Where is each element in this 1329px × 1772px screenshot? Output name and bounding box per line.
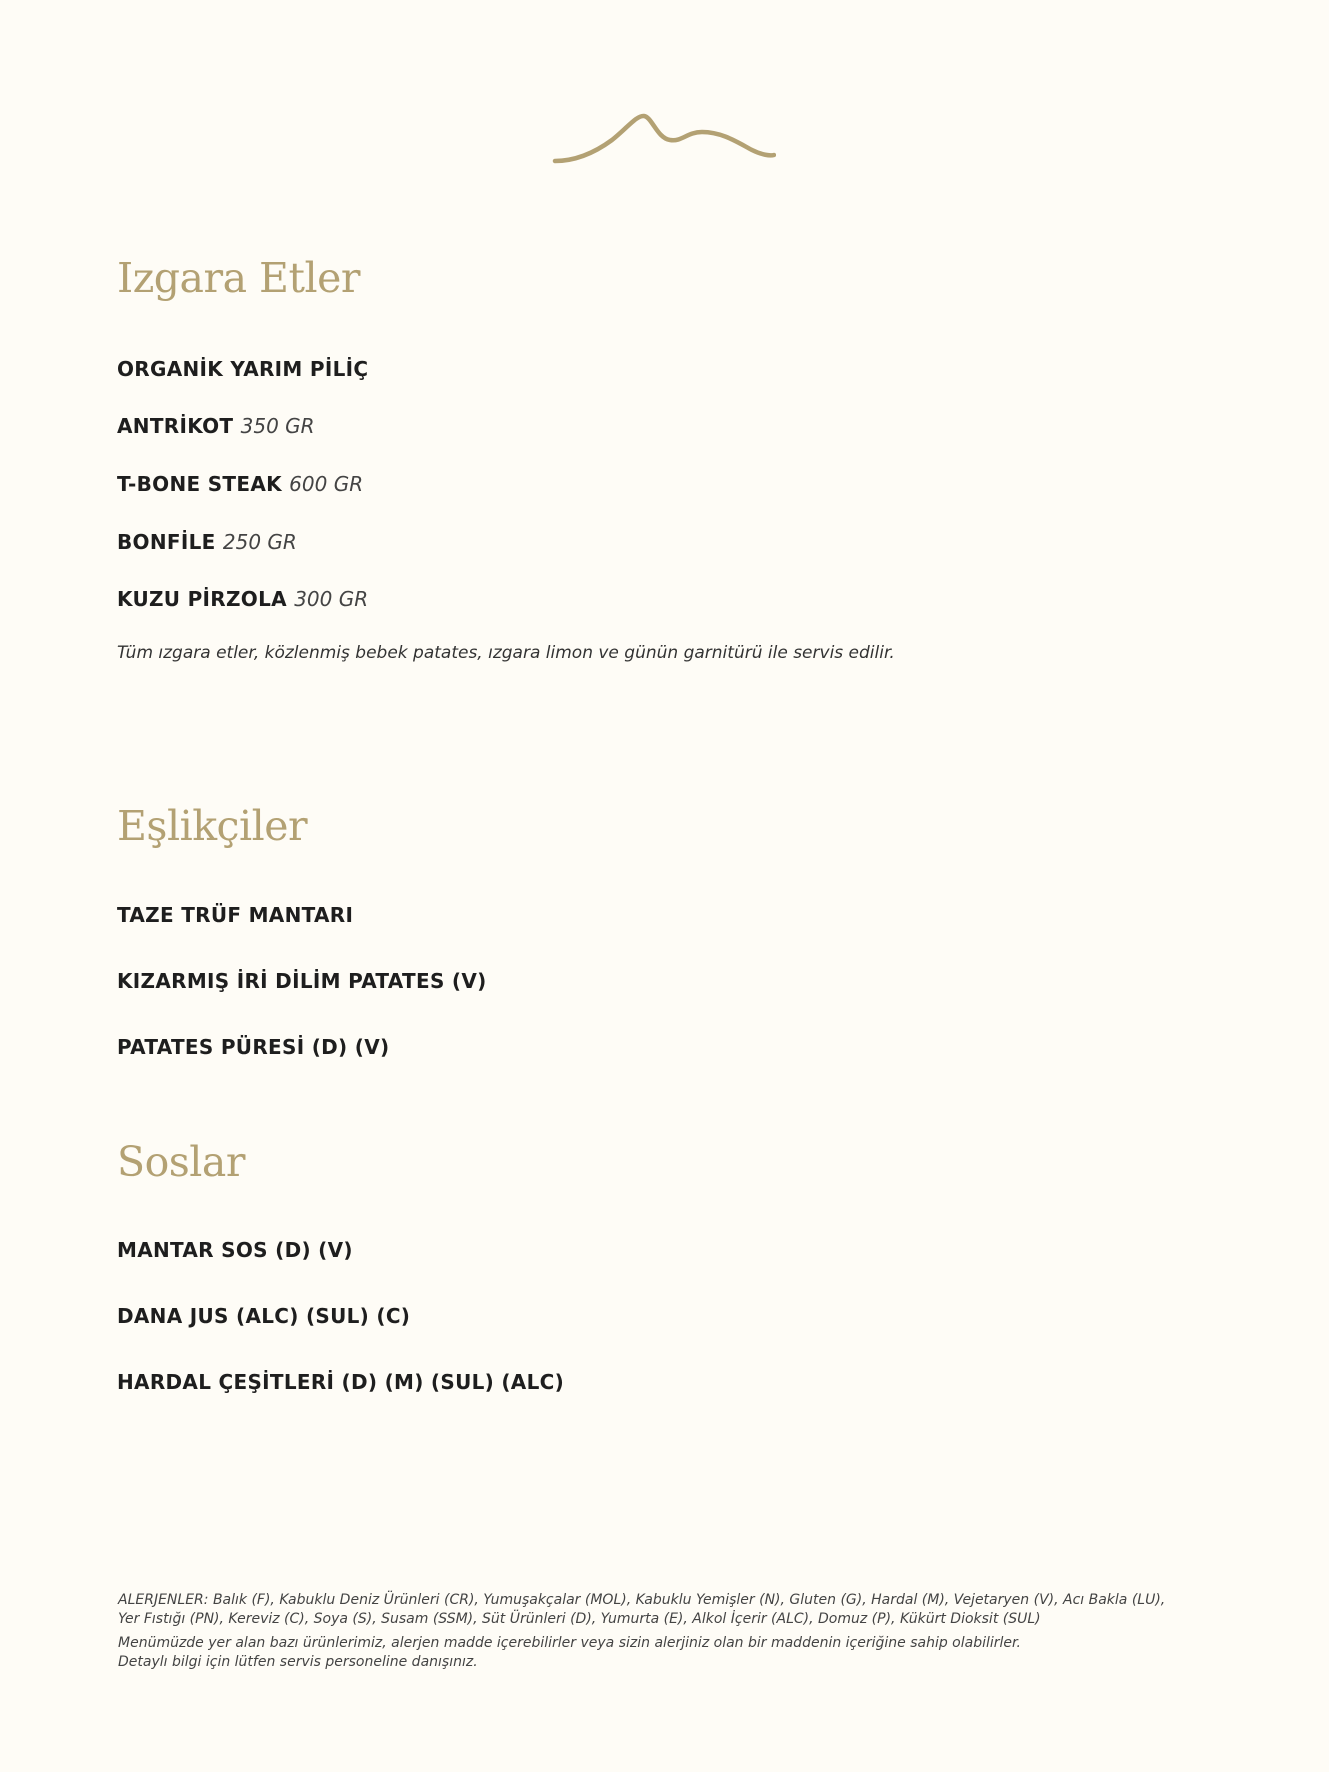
item-name: ANTRİKOT [117, 414, 234, 438]
menu-item [117, 1370, 564, 1394]
item-name: KUZU PİRZOLA [117, 587, 287, 611]
menu-item [117, 414, 315, 438]
item-weight: 250 GR [222, 530, 297, 554]
grilled-meats-note: Tüm ızgara etler, közlenmiş bebek patates, ızgara limon ve günün garnitürü ile servis edilir. [117, 643, 895, 663]
item-name: HARDAL ÇEŞİTLERİ (D) (M) (SUL) (ALC) [117, 1370, 565, 1394]
item-name: KIZARMIŞ İRİ DİLİM PATATES (V) [117, 969, 487, 993]
allergen-legend-line-2: Yer Fıstığı (PN), Kereviz (C), Soya (S), Susam (SSM), Süt Ürünleri (D), Yumurta (E), Alkol İçerir (ALC), Domuz (P), Kükürt Dioksit (SUL) [118, 1611, 1041, 1627]
item-name: DANA JUS (ALC) (SUL) (C) [117, 1304, 411, 1328]
item-weight: 300 GR [294, 587, 369, 611]
item-name: TAZE TRÜF MANTARI [117, 903, 354, 927]
item-name: MANTAR SOS (D) (V) [117, 1238, 353, 1262]
item-name: T-BONE STEAK [117, 472, 282, 496]
menu-item [117, 1035, 389, 1059]
menu-item [117, 1304, 410, 1328]
mountain-wave-logo-icon [552, 110, 776, 172]
menu-item [117, 472, 363, 496]
section-title-sides: Eşlikçiler [117, 802, 308, 850]
item-weight: 600 GR [289, 472, 364, 496]
menu-item [117, 587, 368, 611]
item-weight: 350 GR [240, 414, 315, 438]
allergen-disclaimer-line-2: Detaylı bilgi için lütfen servis personeline danışınız. [118, 1654, 478, 1670]
section-title-grilled-meats: Izgara Etler [117, 254, 360, 302]
allergen-legend-line-1: ALERJENLER: Balık (F), Kabuklu Deniz Ürünleri (CR), Yumuşakçalar (MOL), Kabuklu Yemişler (N), Gluten (G), Hardal (M), Vejetaryen (V), Acı Bakla (LU), [118, 1592, 1166, 1608]
menu-item [117, 1238, 353, 1262]
menu-item [117, 357, 368, 381]
menu-item [117, 903, 353, 927]
menu-item [117, 530, 297, 554]
item-name: PATATES PÜRESİ (D) (V) [117, 1035, 390, 1059]
item-name: BONFİLE [117, 530, 216, 554]
allergen-disclaimer-line-1: Menümüzde yer alan bazı ürünlerimiz, alerjen madde içerebilirler veya sizin alerjiniz olan bir maddenin içeriğine sahip olabilirler. [118, 1635, 1021, 1651]
item-name: ORGANİK YARIM PİLİÇ [117, 357, 369, 381]
menu-item [117, 969, 487, 993]
section-title-sauces: Soslar [117, 1138, 245, 1186]
